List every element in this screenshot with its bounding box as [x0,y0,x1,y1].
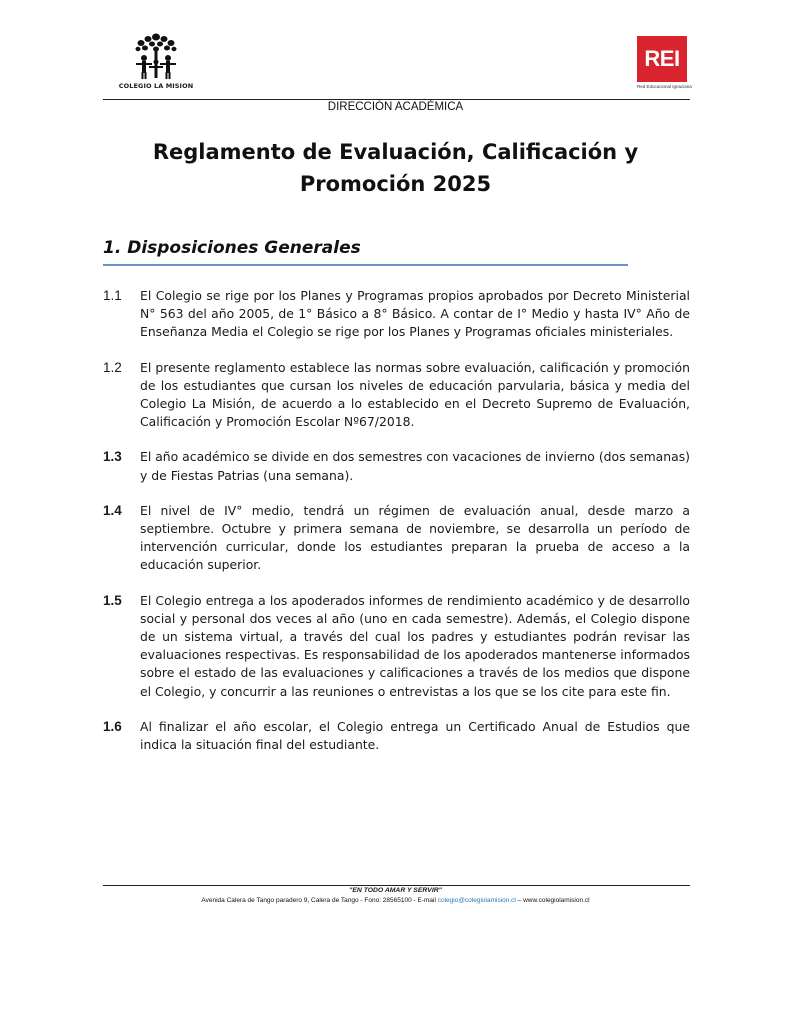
header-divider [103,99,690,100]
school-logo-text: COLEGIO LA MISION [118,82,194,90]
item-number: 1.6 [103,718,122,734]
address-text: Avenida Calera de Tango paradero 9, Calera de Tango - Fono: 28565100 - E-mail [201,897,438,904]
item-text: El presente reglamento establece las normas sobre evaluación, calificación y promoción de los estudiantes que cursan los niveles de educación parvularia, básica y media del Colegio La Misión, de acuerdo a lo establecido en el Decreto Supremo de Evaluación, Calificación y Promoción Escolar Nº67/2018. [140,359,690,430]
website-text: – www.colegiolamision.cl [515,897,590,904]
list-item [103,448,690,484]
section-heading-underline [103,264,628,266]
section-heading: 1. Disposiciones Generales [103,238,361,258]
footer-divider [103,885,690,886]
department-label: DIRECCIÓN ACADÉMICA [327,101,464,113]
footer-address [0,897,791,904]
footer-motto: "EN TODO AMAR Y SERVIR" [349,887,442,894]
item-number: 1.5 [103,592,122,608]
rei-logo [637,36,692,92]
list-item [103,718,690,754]
rei-logo-mark: REI [637,36,687,82]
item-number: 1.4 [103,502,122,518]
tree-people-icon [116,28,196,82]
list-item [103,287,690,342]
item-text: Al finalizar el año escolar, el Colegio entrega un Certificado Anual de Estudios que indica la situación final del estudiante. [140,718,690,753]
item-number: 1.1 [103,288,122,303]
provisions-list [103,287,690,771]
document-title: Reglamento de Evaluación, Calificación y Promoción 2025 [152,140,639,196]
rei-logo-subtitle: Red Educacional Ignaciana [637,84,692,89]
list-item [103,502,690,575]
school-logo [116,28,196,92]
email-link[interactable]: colegio@colegiolamision.cl [437,897,516,904]
list-item [103,592,690,701]
item-number: 1.2 [103,359,122,375]
item-text: El año académico se divide en dos semestres con vacaciones de invierno (dos semanas) y de Fiestas Patrias (una semana). [140,449,690,483]
item-number: 1.3 [103,449,122,465]
item-text: El nivel de IV° medio, tendrá un régimen de evaluación anual, desde marzo a septiembre. Octubre y primera semana de noviembre, se desarrolla un período de intervención curricular, donde los estudiantes preparan la prueba de acceso a la educación superior. [140,502,690,573]
list-item [103,359,690,432]
item-text: El Colegio se rige por los Planes y Programas propios aprobados por Decreto Ministerial N° 563 del año 2005, de 1° Básico a 8° Básico. A contar de I° Medio y hasta IV° Año de Enseñanza Media el Colegio se rige por los Planes y Programas oficiales ministeriales. [140,288,690,340]
item-text: El Colegio entrega a los apoderados informes de rendimiento académico y de desarrollo social y personal dos veces al año (uno en cada semestre). Además, el Colegio dispone de un sistema virtual, a través del cual los padres y estudiantes podrán revisar las evaluaciones respectivas. Es responsabilidad de los apoderados mantenerse informados sobre el estado de las evaluaciones y calificaciones a través de los medios que dispone el Colegio, y concurrir a las reuniones o entrevistas a los que se los cite para este fin. [140,592,690,699]
